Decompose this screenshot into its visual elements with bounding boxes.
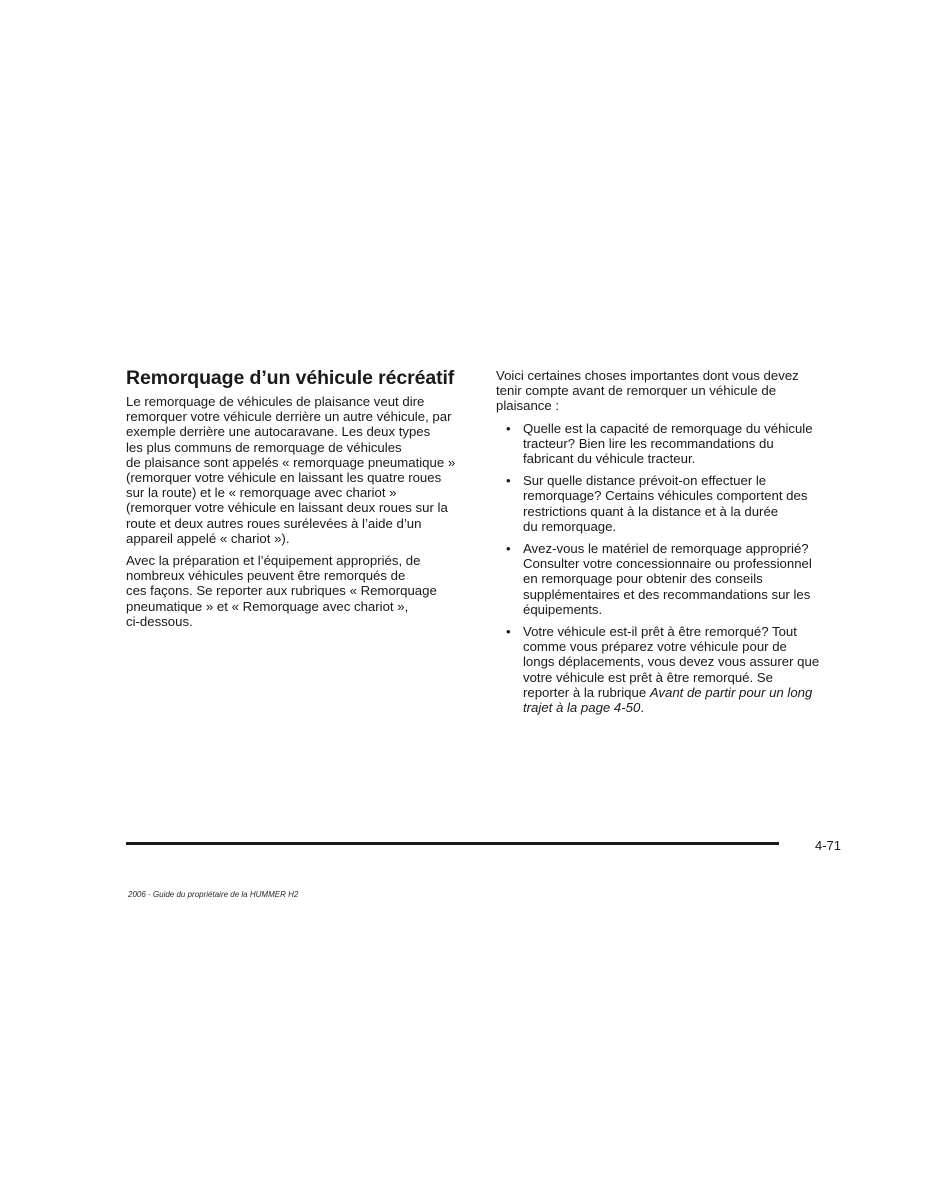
- list-item: [496, 541, 841, 617]
- intro-paragraph: Voici certaines choses importantes dont vous devez tenir compte avant de remorquer un véhicule de plaisance :: [496, 368, 799, 414]
- list-item-text: Votre véhicule est-il prêt à être remorqué? Tout comme vous préparez votre véhicule pour de longs déplacements, vous devez vous assurer que votre véhicule est prêt à être remorqué. Se reporter à la rubrique: [523, 624, 820, 700]
- footer-rule: [126, 842, 779, 845]
- footer-note: 2006 - Guide du propriétaire de la HUMMER H2: [128, 890, 299, 899]
- list-item-text: Quelle est la capacité de remorquage du véhicule tracteur? Bien lire les recommandations du fabricant du véhicule tracteur.: [523, 420, 813, 467]
- bullet-icon: •: [506, 541, 511, 557]
- list-item: [496, 421, 841, 467]
- body-paragraph: Le remorquage de véhicules de plaisance veut dire remorquer votre véhicule derrière un autre véhicule, par exemple derrière une autocaravane. Les deux types les plus communs de remorquage de véhicules de plaisance sont appelés « remorquage pneumatique » (remorquer votre véhicule en laissant les quatre roues sur la route) et le « remorquage avec chariot » (remorquer votre véhicule en laissant deux roues sur la route et deux autres roues surélevées à l’aide d’un appareil appelé « chariot »).: [126, 394, 456, 546]
- page-number: 4-71: [815, 838, 842, 853]
- cross-reference-link[interactable]: Avant de partir pour un long trajet à la page 4-50: [523, 684, 813, 716]
- bullet-icon: •: [506, 473, 511, 489]
- list-item: [496, 473, 841, 534]
- bullet-icon: •: [506, 420, 511, 436]
- list-item: [496, 624, 841, 715]
- section-title: Remorquage d’un véhicule récréatif: [126, 367, 455, 389]
- list-item-suffix: .: [640, 700, 644, 716]
- checklist: [496, 421, 841, 716]
- bullet-icon: •: [506, 624, 511, 640]
- right-column: [496, 368, 841, 722]
- list-item-text: Sur quelle distance prévoit-on effectuer le remorquage? Certains véhicules comportent des restrictions quant à la distance et à la durée du remorquage.: [523, 473, 808, 534]
- list-item-text: Avez-vous le matériel de remorquage approprié? Consulter votre concessionnaire ou professionnel en remorquage pour obtenir des conseils supplémentaires et des recommandations sur les équipements.: [523, 541, 812, 617]
- body-paragraph: Avec la préparation et l’équipement appropriés, de nombreux véhicules peuvent être remorqués de ces façons. Se reporter aux rubriques « Remorquage pneumatique » et « Remorquage avec chariot », ci-dessous.: [126, 553, 437, 629]
- left-column: [126, 366, 476, 636]
